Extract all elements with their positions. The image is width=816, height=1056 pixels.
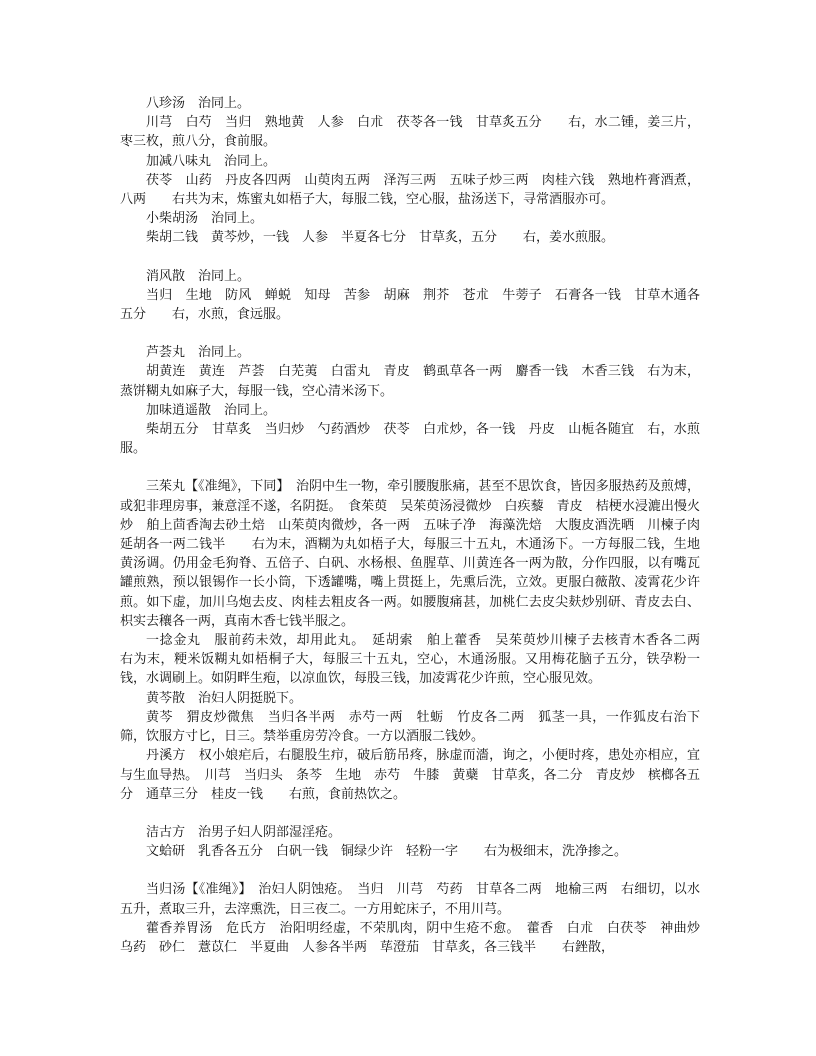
paragraph-spacer — [120, 861, 700, 880]
document-paragraph: 加味逍遥散 治同上。 — [146, 402, 277, 418]
paragraph-spacer — [120, 804, 700, 823]
document-paragraph: 当归 生地 防风 蝉蜕 知母 苦参 胡麻 荆芥 苍朮 牛蒡子 石膏各一钱 甘草木通各五分 右，水煎，食远服。 — [120, 287, 700, 323]
document-paragraph: 柴胡五分 甘草炙 当归炒 勺药酒炒 茯苓 白朮炒，各一钱 丹皮 山栀各随宜 右，水煎服。 — [120, 422, 700, 457]
document-paragraph: 川芎 白芍 当归 熟地黄 人参 白朮 茯苓各一钱 甘草炙五分 右，水二锺，姜三片，枣三枚，煎八分，食前服。 — [120, 115, 700, 150]
document-paragraph: 当归汤【《准绳》】 治妇人阴蚀疮。 当归 川芎 芍药 甘草各二两 地榆三两 右细切，以水五升，煮取三升，去滓熏洗，日三夜二。一方用蛇床子，不用川芎。 — [120, 882, 700, 917]
document-paragraph: 茯苓 山药 丹皮各四两 山萸肉五两 泽泻三两 五味子炒三两 肉桂六钱 熟地杵膏酒煮，八两 右共为末，炼蜜丸如梧子大，每服二钱，空心服，盐汤送下，寻常酒服亦可。 — [120, 172, 700, 208]
paragraph-spacer — [120, 324, 700, 343]
document-paragraph: 丹溪方 权小娘疟后，右腿股生疖，破后筋吊疼，脉虚而濇，询之，小便时疼，患处亦相应，宜与生血导热。 川芎 当归头 条芩 生地 赤芍 牛膝 黄蘗 甘草炙，各二分 青皮炒 槟榔各五分 通草三分 桂皮一钱 右煎，食前热饮之。 — [120, 748, 700, 802]
document-paragraph: 洁古方 治男子妇人阴部湿淫疮。 — [146, 824, 342, 840]
document-paragraph: 藿香养胃汤 危氏方 治阳明经虚，不荣肌肉，阴中生疮不愈。 藿香 白朮 白茯苓 神曲炒 乌药 砂仁 薏苡仁 半夏曲 人参各半两 荜澄茄 甘草炙，各三钱半 右銼散， — [120, 920, 714, 955]
document-paragraph: 柴胡二钱 黄芩炒，一钱 人参 半夏各七分 甘草炙，五分 右，姜水煎服。 — [146, 230, 615, 246]
document-paragraph: 黄芩 猬皮炒微焦 当归各半两 赤芍一两 牡蛎 竹皮各二两 狐茎一具，一作狐皮右治下筛，饮服方寸匕，日三。禁举重房劳冷食。一方以酒服二钱妙。 — [120, 709, 700, 745]
document-paragraph: 文蛤研 乳香各五分 白矾一钱 铜绿少许 轻粉一字 右为极细末，洗净掺之。 — [146, 844, 628, 860]
document-page — [120, 94, 727, 957]
paragraph-spacer — [120, 458, 700, 477]
document-paragraph: 三茱丸【《准绳》，下同】 治阴中生一物，牵引腰腹胀痛，甚至不思饮食，皆因多服热药及煎煿，或犯非理房事，兼意淫不遂，名阴挺。 食茱萸 吴茱萸汤浸微炒 白疾藜 青皮 桔梗水浸漉出慢火炒 舶上茴香淘去砂土焙 山茱萸肉微炒，各一两 五味子净 海藻洗焙 大腹皮酒洗晒 川楝子肉 延胡各一两二钱半 右为末，酒糊为丸如梧子大，每服三十五丸，木通汤下。一方每服二钱，生地黄汤调。仍用金毛狗脊、五倍子、白矾、水杨根、鱼腥草、川黄连各一两为散，分作四服，以有嘴瓦罐煎熟，预以银锡作一长小筒，下透罐嘴，嘴上贯挺上，先熏后洗，立效。更服白薇散、凌霄花少许煎。如下虚，加川乌炮去皮、肉桂去粗皮各一两。如腰腹痛甚，加桃仁去皮尖麸炒别研、青皮去白、枳实去穰各一两，真南木香七钱半服之。 — [120, 479, 714, 629]
document-paragraph: 消风散 治同上。 — [146, 268, 251, 284]
document-paragraph: 芦荟丸 治同上。 — [146, 345, 251, 361]
document-paragraph: 加减八味丸 治同上。 — [146, 153, 277, 169]
document-paragraph: 小柴胡汤 治同上。 — [146, 211, 264, 227]
document-paragraph: 胡黄连 黄连 芦荟 白芜荑 白雷丸 青皮 鹤虱草各一两 麝香一钱 木香三钱 右为末，蒸饼糊丸如麻子大，每服一钱，空心清米汤下。 — [120, 364, 700, 399]
document-paragraph: 黄芩散 治妇人阴挺脱下。 — [146, 690, 303, 706]
paragraph-spacer — [120, 248, 700, 267]
document-paragraph: 一捻金丸 服前药未效，却用此丸。 延胡索 舶上藿香 吴茱萸炒川楝子去核青木香各二两 右为末，粳米饭糊丸如梧桐子大，每服三十五丸，空心，木通汤服。又用梅花脑子五分，铁孕粉一钱，水调刷上。如阴畔生疱，以凉血饮，每股三钱，加凌霄花少许煎，空心服见效。 — [120, 633, 727, 687]
document-paragraph: 八珍汤 治同上。 — [146, 96, 251, 111]
